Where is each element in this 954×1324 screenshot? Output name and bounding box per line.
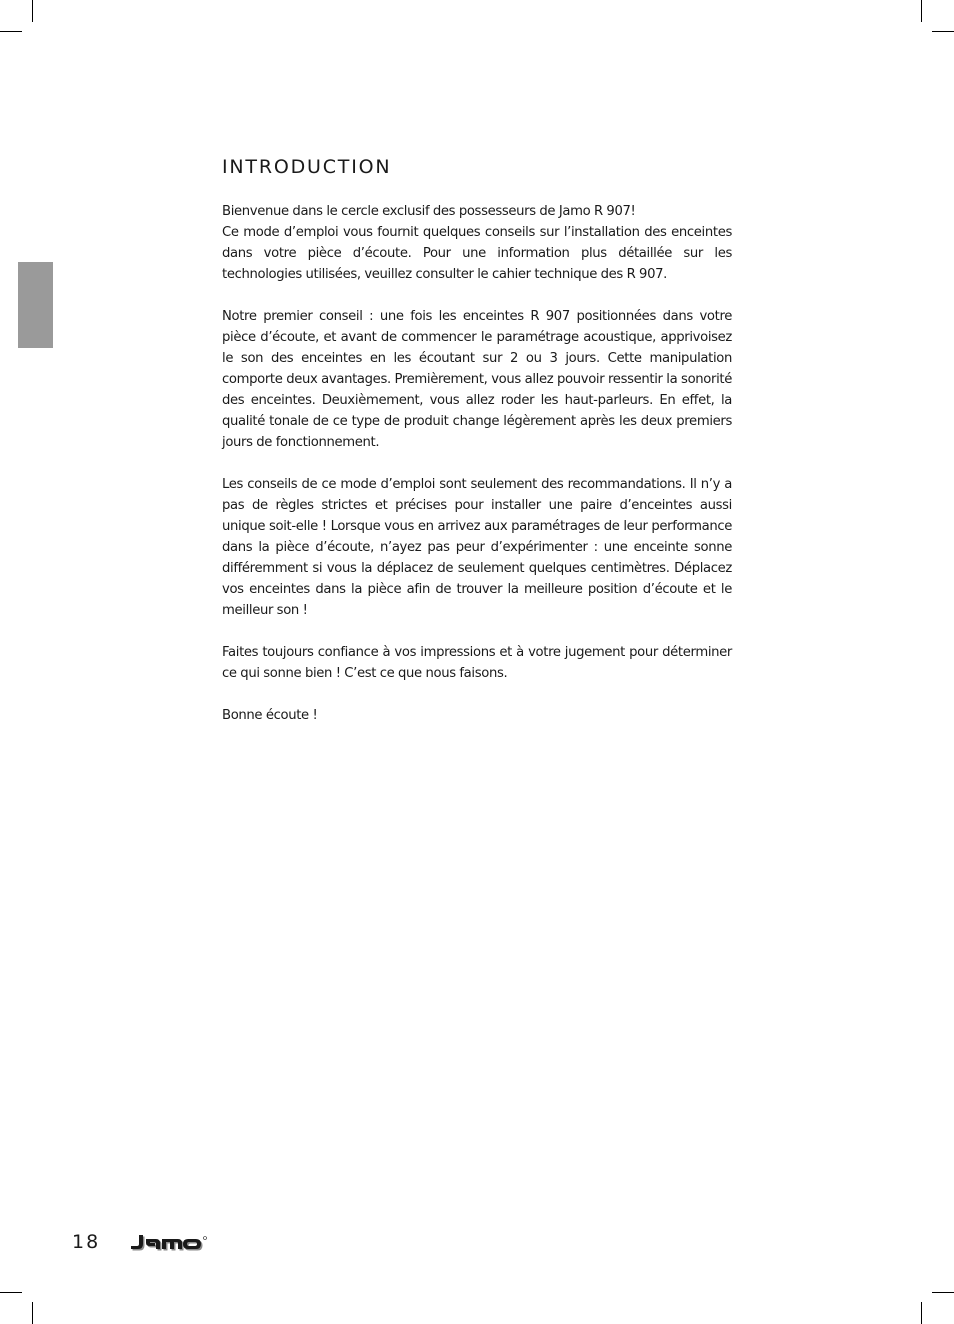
- paragraph-first-advice: [222, 306, 732, 453]
- crop-mark-bottom-right-horizontal: [932, 1292, 954, 1293]
- body-text: [222, 201, 732, 726]
- paragraph-recommendations: [222, 474, 732, 621]
- paragraph-line: Faites toujours confiance à vos impressions et à votre jugement pour déterminer ce qui sonne bien ! C’est ce que nous faisons.: [222, 645, 732, 681]
- crop-mark-bottom-left-horizontal: [0, 1292, 22, 1293]
- page-number: 18: [72, 1231, 101, 1253]
- paragraph-line: Bienvenue dans le cercle exclusif des possesseurs de Jamo R 907!: [222, 204, 636, 219]
- paragraph-trust: [222, 642, 732, 684]
- jamo-logo-icon: [129, 1232, 209, 1252]
- crop-mark-top-right-vertical: [921, 0, 922, 22]
- paragraph-line: Notre premier conseil : une fois les enceintes R 907 positionnées dans votre pièce d’écoute, et avant de commencer le paramétrage acoustique, apprivoisez le son des enceintes en les écoutant sur 2 ou 3 jours. Cette manipulation comporte deux avantages. Premièrement, vous allez pouvoir ressentir la sonorité des enceintes. Deuxièmement, vous allez roder les haut-parleurs. En effet, la qualité tonale de ce type de produit change légèrement après les deux premiers jours de fonctionnement.: [222, 309, 732, 450]
- side-section-tab: [18, 262, 53, 348]
- page-title: INTRODUCTION: [222, 156, 392, 178]
- paragraph-line: Bonne écoute !: [222, 708, 318, 723]
- crop-mark-bottom-right-vertical: [921, 1302, 922, 1324]
- paragraph-closing: [222, 705, 732, 726]
- crop-mark-top-right-horizontal: [932, 31, 954, 32]
- crop-mark-top-left-vertical: [32, 0, 33, 22]
- paragraph-line: Les conseils de ce mode d’emploi sont seulement des recommandations. Il n’y a pas de règles strictes et précises pour installer une paire d’enceintes aussi unique soit-elle ! Lorsque vous en arrivez aux paramétrages de leur performance dans la pièce d’écoute, n’ayez pas peur d’expérimenter : une enceinte sonne différemment si vous la déplacez de seulement quelques centimètres. Déplacez vos enceintes dans la pièce afin de trouver la meilleure position d’écoute et le meilleur son !: [222, 477, 732, 618]
- crop-mark-bottom-left-vertical: [32, 1302, 33, 1324]
- crop-mark-top-left-horizontal: [0, 31, 22, 32]
- paragraph-line: Ce mode d’emploi vous fournit quelques conseils sur l’installation des enceintes dans votre pièce d’écoute. Pour une information plus détaillée sur les technologies utilisées, veuillez consulter le cahier technique des R 907.: [222, 225, 732, 282]
- paragraph-welcome: [222, 201, 732, 285]
